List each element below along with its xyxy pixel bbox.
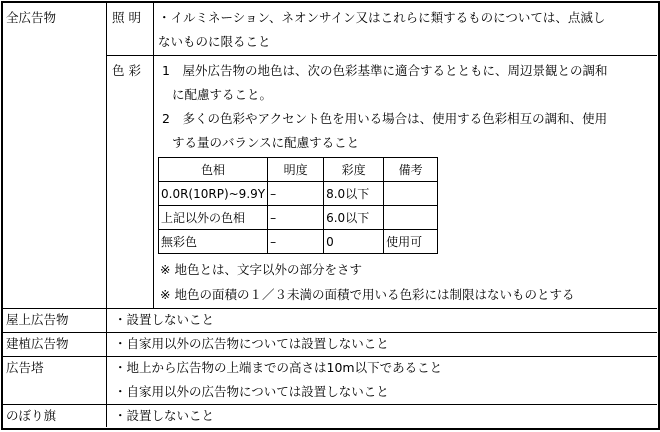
rule-text: ・設置しないこと xyxy=(114,408,215,423)
divider xyxy=(3,332,657,333)
column-header: 彩度 xyxy=(324,158,384,182)
table-header-row xyxy=(159,158,438,182)
divider xyxy=(3,356,657,357)
color-text: 2 多くの色彩やアクセント色を用いる場合は、使用する色彩相互の調和、使用 xyxy=(162,111,608,126)
table-cell xyxy=(384,206,438,230)
table-cell: 0 xyxy=(324,230,384,254)
rule-text: ・設置しないこと xyxy=(114,312,215,327)
category-label: 全広告物 xyxy=(6,10,57,25)
table-row xyxy=(159,206,438,230)
color-standard-table xyxy=(158,157,438,254)
table-row xyxy=(159,230,438,254)
color-text: 1 屋外広告物の地色は、次の色彩基準に適合するとともに、周辺景観との調和 xyxy=(162,63,608,78)
table-cell xyxy=(384,182,438,206)
rule-text: ・地上から広告物の上端までの高さは10m以下であること xyxy=(114,360,443,375)
table-cell: – xyxy=(268,206,324,230)
table-cell: – xyxy=(268,230,324,254)
lighting-text: ないものに限ること xyxy=(158,34,271,49)
table-cell: 上記以外の色相 xyxy=(159,206,268,230)
rule-text: ・自家用以外の広告物については設置しないこと xyxy=(114,384,389,399)
lighting-text: ・イルミネーション、ネオンサイン又はこれらに類するものについては、点滅し xyxy=(158,10,606,25)
note-text: ※ 地色の面積の１／３未満の面積で用いる色彩には制限はないものとする xyxy=(160,287,575,302)
table-cell: 0.0R(10RP)~9.9Y xyxy=(159,182,268,206)
table-row xyxy=(159,182,438,206)
column-header: 色相 xyxy=(159,158,268,182)
divider xyxy=(3,308,657,309)
color-text: する量のバランスに配慮すること xyxy=(172,135,360,150)
color-text: に配慮すること。 xyxy=(172,87,273,102)
subcategory-label: 照 明 xyxy=(112,10,141,25)
rule-text: ・自家用以外の広告物については設置しないこと xyxy=(114,336,389,351)
table-cell: 使用可 xyxy=(384,230,438,254)
divider xyxy=(3,404,657,405)
divider xyxy=(106,3,107,427)
category-label: 屋上広告物 xyxy=(6,312,69,327)
column-header: 明度 xyxy=(268,158,324,182)
table-cell: 無彩色 xyxy=(159,230,268,254)
category-label: のぼり旗 xyxy=(6,408,57,423)
category-label: 建植広告物 xyxy=(6,336,69,351)
column-header: 備考 xyxy=(384,158,438,182)
subcategory-label: 色 彩 xyxy=(112,63,141,78)
category-label: 広告塔 xyxy=(6,360,44,375)
divider xyxy=(153,3,154,308)
note-text: ※ 地色とは、文字以外の部分をさす xyxy=(160,262,362,277)
table-cell: 8.0以下 xyxy=(324,182,384,206)
divider xyxy=(106,55,657,56)
table-cell: 6.0以下 xyxy=(324,206,384,230)
table-cell: – xyxy=(268,182,324,206)
